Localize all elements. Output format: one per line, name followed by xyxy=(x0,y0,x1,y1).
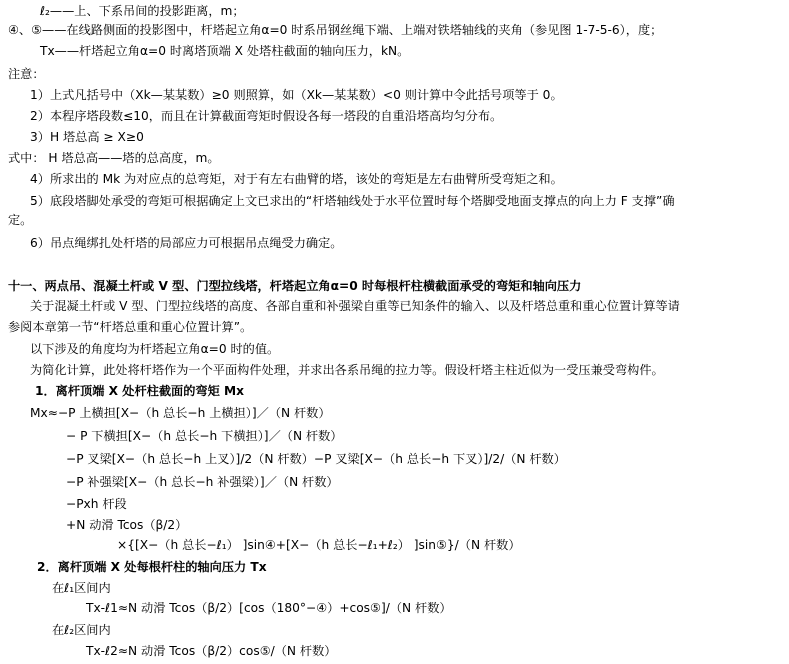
text-line: ④、⑤——在线路侧面的投影图中，杆塔起立角α=0 时系吊钢丝绳下端、上端对铁塔轴线的夹角（参见图 1-7-5-6），度； xyxy=(8,23,663,37)
text-line: 关于混凝土杆或 V 型、门型拉线塔的高度、各部自重和补强梁自重等已知条件的输入、以及杆塔总重和重心位置计算等请 xyxy=(30,299,680,313)
text-line: −P 叉梁[X−（h 总长−h 上叉）]/2（N 杆数）−P 叉梁[X−（h 总长−h 下叉）]/2/（N 杆数） xyxy=(66,452,566,466)
text-line: 注意： xyxy=(8,67,45,81)
text-line: 定。 xyxy=(8,213,33,227)
section-heading: 十一、两点吊、混凝土杆或 V 型、门型拉线塔，杆塔起立角α=0 时每根杆柱横截面承受的弯矩和轴向压力 xyxy=(8,279,582,293)
text-line: ×{[X−（h 总长−ℓ₁） ]sin④+[X−（h 总长−ℓ₁+ℓ₂） ]sin⑤}/（N 杆数） xyxy=(117,538,521,552)
text-line: 参阅本章第一节“杆塔总重和重心位置计算”。 xyxy=(8,320,253,334)
text-line: 4）所求出的 Mk 为对应点的总弯矩，对于有左右曲臂的塔，该处的弯矩是左右曲臂所受弯矩之和。 xyxy=(30,172,563,186)
text-line: 5）底段塔脚处承受的弯矩可根据确定上文已求出的“杆塔轴线处于水平位置时每个塔脚受地面支撑点的向上力 F 支撑”确 xyxy=(30,194,675,208)
text-line: Mx≈−P 上横担[X−（h 总长−h 上横担）]／（N 杆数） xyxy=(30,406,331,420)
text-line: 式中： H 塔总高——塔的总高度，m。 xyxy=(8,151,220,165)
text-line: 为简化计算，此处将杆塔作为一个平面构件处理，并求出各系吊绳的拉力等。假设杆塔主柱近似为一受压兼受弯构件。 xyxy=(30,363,664,377)
text-line: 2）本程序塔段数≤10，而且在计算截面弯矩时假设各每一塔段的自重沿塔高均匀分布。 xyxy=(30,109,503,123)
text-line: Tx——杆塔起立角α=0 时离塔顶端 X 处塔柱截面的轴向压力，kN。 xyxy=(40,44,410,58)
text-line: ℓ₂——上、下系吊间的投影距离，m； xyxy=(40,4,245,18)
text-line: 1）上式凡括号中（Xk—某某数）≥0 则照算，如（Xk—某某数）<0 则计算中令此括号项等于 0。 xyxy=(30,88,563,102)
text-line: 在ℓ₁区间内 xyxy=(52,581,111,595)
text-line: −P 补强梁[X−（h 总长−h 补强梁）]／（N 杆数） xyxy=(66,475,339,489)
text-line: 在ℓ₂区间内 xyxy=(52,623,111,637)
text-line: −Pxh 杆段 xyxy=(66,497,127,511)
text-line: 以下涉及的角度均为杆塔起立角α=0 时的值。 xyxy=(30,342,280,356)
text-line: 3）H 塔总高 ≥ X≥0 xyxy=(30,130,144,144)
section-heading: 1．离杆顶端 X 处杆柱截面的弯矩 Mx xyxy=(35,384,245,398)
text-line: Tx-ℓ2≈N 动滑 Tcos（β/2）cos⑤/（N 杆数） xyxy=(86,644,337,658)
text-line: − P 下横担[X−（h 总长−h 下横担）]／（N 杆数） xyxy=(66,429,343,443)
text-line: +N 动滑 Tcos（β/2） xyxy=(66,518,188,532)
text-line: 6）吊点绳绑扎处杆塔的局部应力可根据吊点绳受力确定。 xyxy=(30,236,343,250)
section-heading: 2．离杆顶端 X 处每根杆柱的轴向压力 Tx xyxy=(37,560,267,574)
text-line: Tx-ℓ1≈N 动滑 Tcos（β/2）[cos（180°−④）+cos⑤]/（N 杆数） xyxy=(86,601,452,615)
